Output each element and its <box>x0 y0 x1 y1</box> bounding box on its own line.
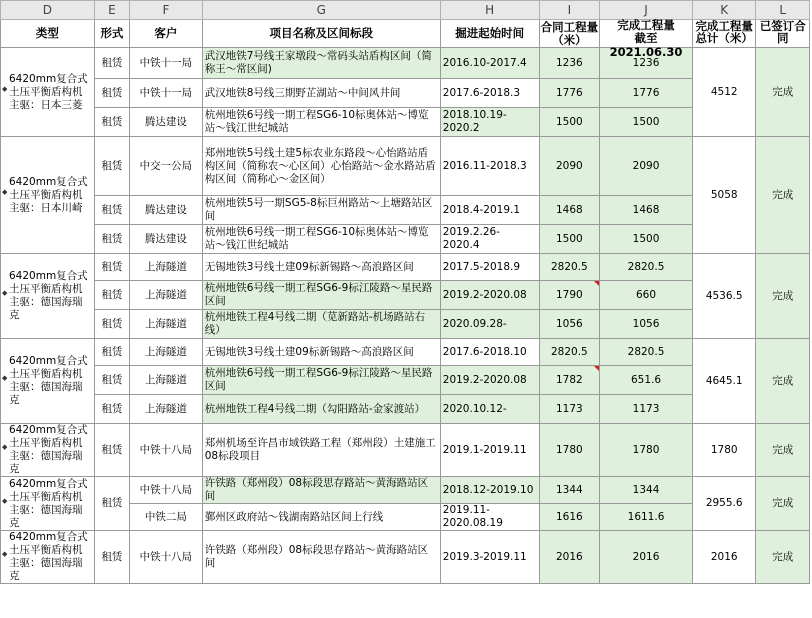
table-row <box>1 310 810 339</box>
type-cell[interactable] <box>1 477 95 531</box>
client-cell[interactable]: 中铁十八局 <box>130 424 203 477</box>
project-cell[interactable]: 无锡地铁3号线土建09标新锡路～高浪路区间 <box>202 254 440 281</box>
form-cell[interactable]: 租赁 <box>94 254 129 281</box>
client-cell[interactable]: 中交一公局 <box>130 137 203 196</box>
done-cell[interactable]: 1173 <box>600 395 693 424</box>
period-cell[interactable]: 2018.4-2019.1 <box>440 196 539 225</box>
type-text: 6420mm复合式土压平衡盾构机主驱：德国海瑞克 <box>9 477 88 529</box>
type-text: 6420mm复合式土压平衡盾构机主驱：德国海瑞克 <box>9 531 88 582</box>
type-text: 6420mm复合式土压平衡盾构机主驱：德国海瑞克 <box>9 270 88 321</box>
table-row <box>1 366 810 395</box>
client-cell[interactable]: 上海隧道 <box>130 366 203 395</box>
total-cell[interactable]: 1780 <box>692 424 756 477</box>
total-cell[interactable]: 4512 <box>692 48 756 137</box>
project-cell[interactable]: 杭州地铁5号一期SG5-8标巨州路站～上塘路站区间 <box>202 196 440 225</box>
contract-cell[interactable]: 2090 <box>539 137 600 196</box>
table-row <box>1 79 810 108</box>
period-cell[interactable]: 2020.10.12- <box>440 395 539 424</box>
total-cell[interactable]: 2016 <box>692 531 756 584</box>
total-cell[interactable]: 4645.1 <box>692 339 756 424</box>
type-cell[interactable] <box>1 254 95 339</box>
header-form[interactable]: 形式 <box>94 20 129 48</box>
project-cell[interactable]: 武汉地铁8号线三期野芷湖站～中间风井间 <box>202 79 440 108</box>
header-project[interactable]: 项目名称及区间标段 <box>202 20 440 48</box>
type-cell[interactable] <box>1 48 95 137</box>
column-header-h[interactable]: H <box>440 1 539 20</box>
note-marker-icon: ◆ <box>2 188 8 196</box>
header-row <box>1 20 810 48</box>
client-cell[interactable]: 腾达建设 <box>130 225 203 254</box>
period-cell[interactable]: 2019.2.26-2020.4 <box>440 225 539 254</box>
project-cell[interactable]: 杭州地铁6号线一期工程SG6-9标江陵路～星民路区间 <box>202 366 440 395</box>
header-signed[interactable] <box>756 20 810 48</box>
total-cell[interactable]: 4536.5 <box>692 254 756 339</box>
contract-cell[interactable]: 2820.5 <box>539 339 600 366</box>
period-cell[interactable]: 2019.1-2019.11 <box>440 424 539 477</box>
contract-cell[interactable]: 1344 <box>539 477 600 504</box>
column-header-i[interactable]: I <box>539 1 600 20</box>
contract-cell[interactable]: 1776 <box>539 79 600 108</box>
contract-cell[interactable]: 1782 <box>539 366 600 395</box>
table-row <box>1 137 810 196</box>
project-cell[interactable]: 武汉地铁7号线王家墩段～常码头站盾构区间（简称王～常区间) <box>202 48 440 79</box>
form-cell[interactable]: 租赁 <box>94 108 129 137</box>
sheet-body <box>1 48 810 584</box>
done-cell[interactable]: 1611.6 <box>600 504 693 531</box>
client-cell[interactable]: 中铁十一局 <box>130 48 203 79</box>
contract-cell[interactable]: 1500 <box>539 108 600 137</box>
table-row <box>1 225 810 254</box>
period-cell[interactable]: 2017.6-2018.10 <box>440 339 539 366</box>
project-cell[interactable]: 郑州地铁5号线土建5标农业东路段～心怡路站盾构区间（简称农～心区间）心怡路站～金水路站盾构区间（简称心～金区间） <box>202 137 440 196</box>
type-text: 6420mm复合式土压平衡盾构机主驱：德国海瑞克 <box>9 355 88 406</box>
column-header-l[interactable]: L <box>756 1 810 20</box>
contract-cell[interactable]: 2820.5 <box>539 254 600 281</box>
header-total[interactable] <box>692 20 756 48</box>
note-marker-icon: ◆ <box>2 289 8 297</box>
column-header-d[interactable]: D <box>1 1 95 20</box>
column-header-f[interactable]: F <box>130 1 203 20</box>
header-client[interactable]: 客户 <box>130 20 203 48</box>
period-cell[interactable]: 2019.2-2020.08 <box>440 281 539 310</box>
note-marker-icon: ◆ <box>2 85 8 93</box>
form-cell[interactable]: 租赁 <box>94 531 129 584</box>
table-row <box>1 254 810 281</box>
form-cell[interactable]: 租赁 <box>94 424 129 477</box>
header-done[interactable] <box>600 18 693 59</box>
signed-cell[interactable]: 完成 <box>756 339 810 424</box>
client-cell[interactable]: 中铁十八局 <box>130 477 203 504</box>
header-total-text: 完成工程量总计（米） <box>695 18 753 45</box>
done-cell[interactable]: 651.6 <box>600 366 693 395</box>
header-signed-text: 已签订合同 <box>759 18 806 45</box>
project-cell[interactable]: 郑州机场至许昌市域铁路工程（郑州段）土建施工08标段项目 <box>202 424 440 477</box>
type-text: 6420mm复合式土压平衡盾构机主驱：德国海瑞克 <box>9 424 88 475</box>
period-cell[interactable]: 2017.6-2018.3 <box>440 79 539 108</box>
client-cell[interactable]: 腾达建设 <box>130 108 203 137</box>
period-cell[interactable]: 2018.12-2019.10 <box>440 477 539 504</box>
signed-cell[interactable]: 完成 <box>756 531 810 584</box>
form-cell[interactable]: 租赁 <box>94 477 129 531</box>
header-period[interactable]: 掘进起始时间 <box>440 20 539 48</box>
type-text: 6420mm复合式土压平衡盾构机主驱：日本川崎 <box>9 175 88 214</box>
done-cell[interactable]: 2820.5 <box>600 339 693 366</box>
done-cell[interactable]: 1468 <box>600 196 693 225</box>
total-cell[interactable]: 5058 <box>692 137 756 254</box>
done-cell[interactable]: 660 <box>600 281 693 310</box>
table-row <box>1 48 810 79</box>
table-row <box>1 281 810 310</box>
form-cell[interactable]: 租赁 <box>94 137 129 196</box>
note-marker-icon: ◆ <box>2 550 8 558</box>
contract-cell[interactable]: 1616 <box>539 504 600 531</box>
project-cell[interactable]: 杭州地铁6号线一期工程SG6-9标江陵路～星民路区间 <box>202 281 440 310</box>
form-cell[interactable]: 租赁 <box>94 310 129 339</box>
contract-cell[interactable]: 2016 <box>539 531 600 584</box>
form-cell[interactable]: 租赁 <box>94 366 129 395</box>
form-cell[interactable]: 租赁 <box>94 395 129 424</box>
project-cell[interactable]: 杭州地铁6号线一期工程SG6-10标奥体站～博览站～钱江世纪城站 <box>202 108 440 137</box>
type-cell[interactable] <box>1 339 95 424</box>
column-header-j[interactable]: J <box>600 1 693 20</box>
total-cell[interactable]: 2955.6 <box>692 477 756 531</box>
period-cell[interactable]: 2017.5-2018.9 <box>440 254 539 281</box>
client-cell[interactable]: 中铁二局 <box>130 504 203 531</box>
signed-cell[interactable]: 完成 <box>756 254 810 339</box>
period-cell[interactable]: 2016.10-2017.4 <box>440 48 539 79</box>
contract-cell[interactable]: 1173 <box>539 395 600 424</box>
note-marker-icon: ◆ <box>2 374 8 382</box>
form-cell[interactable]: 租赁 <box>94 339 129 366</box>
column-header-e[interactable]: E <box>94 1 129 20</box>
signed-cell[interactable]: 完成 <box>756 424 810 477</box>
form-cell[interactable]: 租赁 <box>94 225 129 254</box>
column-letter-row <box>1 1 810 20</box>
done-cell[interactable]: 2016 <box>600 531 693 584</box>
form-cell[interactable]: 租赁 <box>94 79 129 108</box>
done-cell[interactable]: 1344 <box>600 477 693 504</box>
done-cell[interactable]: 1780 <box>600 424 693 477</box>
project-cell[interactable]: 许铁路（郑州段）08标段思存路站～黄海路站区间 <box>202 477 440 504</box>
type-cell[interactable] <box>1 137 95 254</box>
done-cell[interactable]: 1236 <box>600 48 693 79</box>
type-text: 6420mm复合式土压平衡盾构机主驱：日本三菱 <box>9 72 88 111</box>
client-cell[interactable]: 腾达建设 <box>130 196 203 225</box>
done-cell[interactable]: 2820.5 <box>600 254 693 281</box>
table-row <box>1 196 810 225</box>
type-cell[interactable] <box>1 424 95 477</box>
table-row <box>1 424 810 477</box>
form-cell[interactable]: 租赁 <box>94 196 129 225</box>
client-cell[interactable]: 上海隧道 <box>130 339 203 366</box>
contract-cell[interactable]: 1780 <box>539 424 600 477</box>
contract-cell[interactable]: 1056 <box>539 310 600 339</box>
period-cell[interactable]: 2019.2-2020.08 <box>440 366 539 395</box>
project-cell[interactable]: 杭州地铁工程4号线二期（勾阳路站-金家渡站） <box>202 395 440 424</box>
signed-cell[interactable]: 完成 <box>756 137 810 254</box>
period-cell[interactable]: 2019.11-2020.08.19 <box>440 504 539 531</box>
header-done-top: 完成工程量 <box>617 18 675 32</box>
period-cell[interactable]: 2020.09.28- <box>440 310 539 339</box>
done-cell[interactable]: 1500 <box>600 225 693 254</box>
header-done-bottom: 截至2021.06.30 <box>609 31 683 59</box>
client-cell[interactable]: 上海隧道 <box>130 395 203 424</box>
done-cell[interactable]: 1500 <box>600 108 693 137</box>
period-cell[interactable]: 2019.3-2019.11 <box>440 531 539 584</box>
project-cell[interactable]: 鄞州区政府站～钱湖南路站区间上行线 <box>202 504 440 531</box>
form-cell[interactable]: 租赁 <box>94 281 129 310</box>
project-cell[interactable]: 无锡地铁3号线土建09标新锡路～高浪路区间 <box>202 339 440 366</box>
client-cell[interactable]: 上海隧道 <box>130 254 203 281</box>
table-row <box>1 477 810 504</box>
project-cell[interactable]: 许铁路（郑州段）08标段思存路站～黄海路站区间 <box>202 531 440 584</box>
client-cell[interactable]: 中铁十一局 <box>130 79 203 108</box>
done-cell[interactable]: 2090 <box>600 137 693 196</box>
table-row <box>1 339 810 366</box>
column-header-k[interactable]: K <box>692 1 756 20</box>
signed-cell[interactable]: 完成 <box>756 477 810 531</box>
table-row <box>1 395 810 424</box>
header-type[interactable]: 类型 <box>1 20 95 48</box>
project-cell[interactable]: 杭州地铁6号线一期工程SG6-10标奥体站～博览站～钱江世纪城站 <box>202 225 440 254</box>
project-cell[interactable]: 杭州地铁工程4号线二期（苋新路站-机场路站右线） <box>202 310 440 339</box>
table-row <box>1 108 810 137</box>
column-header-g[interactable]: G <box>202 1 440 20</box>
type-cell[interactable] <box>1 531 95 584</box>
contract-cell[interactable]: 1468 <box>539 196 600 225</box>
note-marker-icon: ◆ <box>2 496 8 505</box>
table-row <box>1 531 810 584</box>
client-cell[interactable]: 上海隧道 <box>130 281 203 310</box>
contract-cell[interactable]: 1500 <box>539 225 600 254</box>
done-cell[interactable]: 1056 <box>600 310 693 339</box>
period-cell[interactable]: 2016.11-2018.3 <box>440 137 539 196</box>
header-contract-text: 合同工程量（米） <box>540 19 599 47</box>
note-marker-icon: ◆ <box>2 443 8 451</box>
client-cell[interactable]: 中铁十八局 <box>130 531 203 584</box>
form-cell[interactable]: 租赁 <box>94 48 129 79</box>
signed-cell[interactable]: 完成 <box>756 48 810 137</box>
contract-cell[interactable]: 1236 <box>539 48 600 79</box>
header-contract[interactable] <box>539 20 600 48</box>
contract-cell[interactable]: 1790 <box>539 281 600 310</box>
client-cell[interactable]: 上海隧道 <box>130 310 203 339</box>
period-cell[interactable]: 2018.10.19-2020.2 <box>440 108 539 137</box>
done-cell[interactable]: 1776 <box>600 79 693 108</box>
